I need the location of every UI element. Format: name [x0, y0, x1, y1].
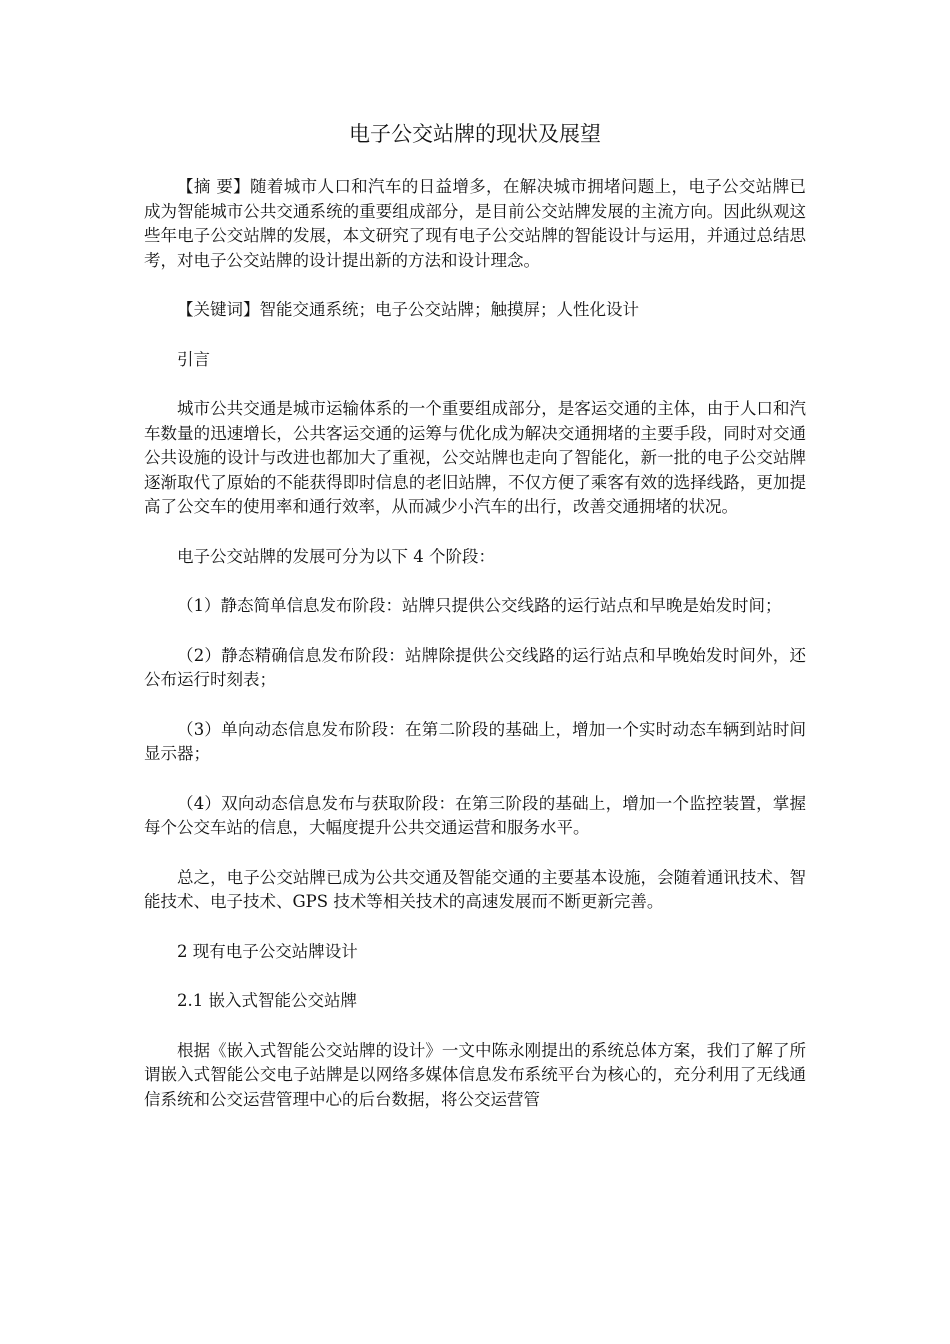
stage-item: （4）双向动态信息发布与获取阶段：在第三阶段的基础上，增加一个监控装置，掌握每个公交车站的信息，大幅度提升公共交通运营和服务水平。: [144, 793, 806, 837]
document-page: [144, 118, 806, 1137]
body-paragraph: 根据《嵌入式智能公交站牌的设计》一文中陈永刚提出的系统总体方案，我们了解了所谓嵌入式智能公交电子站牌是以网络多媒体信息发布系统平台为核心的，充分利用了无线通信系统和公交运营管理中心的后台数据，将公交运营管: [144, 1040, 806, 1109]
body-paragraph: 城市公共交通是城市运输体系的一个重要组成部分，是客运交通的主体，由于人口和汽车数量的迅速增长，公共客运交通的运筹与优化成为解决交通拥堵的主要手段，同时对交通公共设施的设计与改进也都加大了重视，公交站牌也走向了智能化，新一批的电子公交站牌逐渐取代了原始的不能获得即时信息的老旧站牌，不仅方便了乘客有效的选择线路，更加提高了公交车的使用率和通行效率，从而减少小汽车的出行，改善交通拥堵的状况。: [144, 399, 806, 516]
stage-item: （3）单向动态信息发布阶段：在第二阶段的基础上，增加一个实时动态车辆到站时间显示器；: [144, 719, 806, 763]
keywords-paragraph: 【关键词】智能交通系统；电子公交站牌；触摸屏；人性化设计: [177, 300, 639, 319]
stage-item: （2）静态精确信息发布阶段：站牌除提供公交线路的运行站点和早晚始发时间外，还公布运行时刻表；: [144, 645, 806, 689]
body-paragraph: 电子公交站牌的发展可分为以下 4 个阶段：: [177, 546, 495, 566]
section-heading-introduction: 引言: [177, 349, 210, 369]
body-paragraph: 总之，电子公交站牌已成为公共交通及智能交通的主要基本设施，会随着通讯技术、智能技术、电子技术、GPS 技术等相关技术的高速发展而不断更新完善。: [144, 867, 806, 911]
document-title: 电子公交站牌的现状及展望: [349, 122, 601, 146]
subsection-heading: 2.1 嵌入式智能公交站牌: [177, 991, 357, 1010]
section-heading: 2 现有电子公交站牌设计: [177, 941, 358, 961]
abstract-paragraph: 【摘 要】随着城市人口和汽车的日益增多，在解决城市拥堵问题上，电子公交站牌已成为智能城市公共交通系统的重要组成部分，是目前公交站牌发展的主流方向。因此纵观这些年电子公交站牌的发展，本文研究了现有电子公交站牌的智能设计与运用，并通过总结思考，对电子公交站牌的设计提出新的方法和设计理念。: [144, 177, 806, 270]
stage-item: （1）静态简单信息发布阶段：站牌只提供公交线路的运行站点和早晚是始发时间；: [177, 596, 782, 615]
